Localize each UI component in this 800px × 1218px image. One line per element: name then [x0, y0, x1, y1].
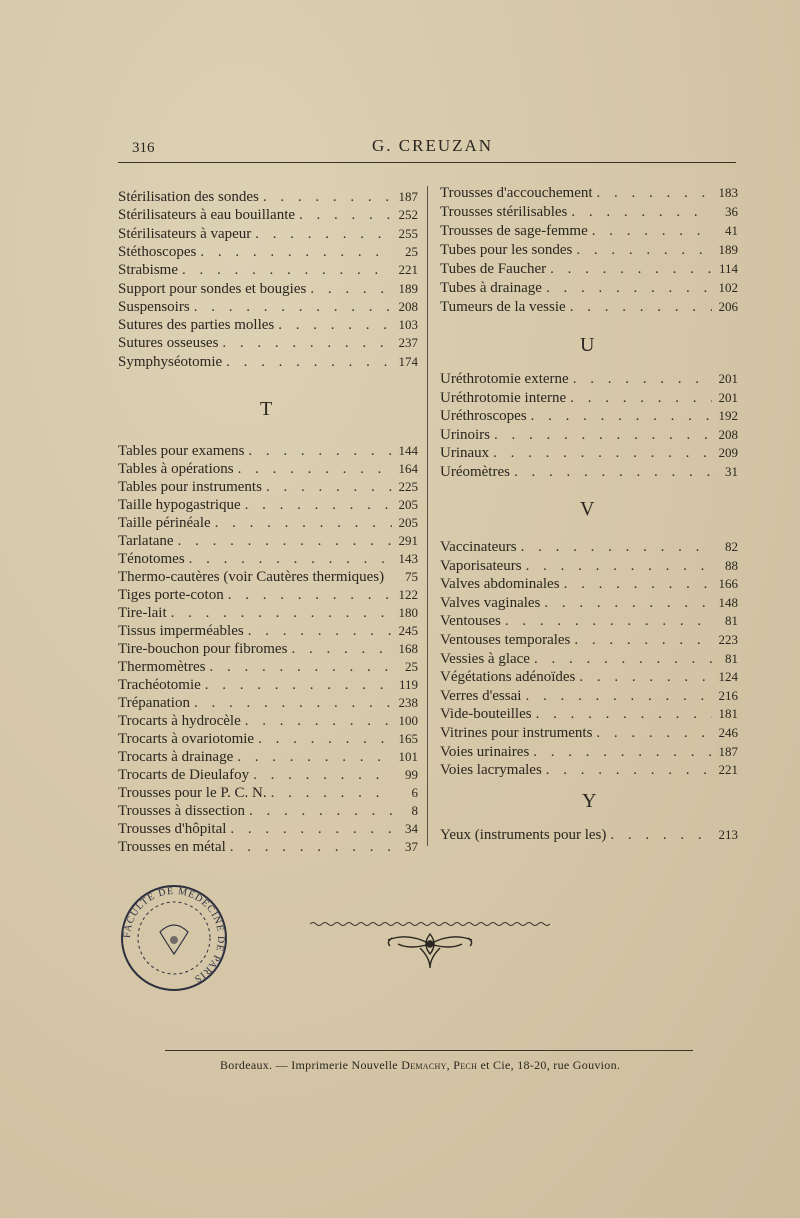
entry-page-number: 99 [405, 767, 418, 782]
running-title: G. CREUZAN [372, 136, 494, 155]
entry-label: Végétations adénoïdes [440, 669, 576, 686]
leader-dots [505, 612, 712, 630]
leader-dots [493, 444, 712, 462]
entry-page-number: 114 [718, 261, 738, 276]
entry-page-number: 31 [725, 463, 738, 479]
leader-dots [610, 826, 712, 844]
leader-dots [228, 586, 392, 604]
entry-page-number: 36 [725, 204, 738, 219]
index-entry [440, 463, 738, 481]
index-entry [118, 784, 418, 802]
left-column [118, 0, 418, 1218]
index-entry [118, 261, 418, 279]
entry-label: Tubes pour les sondes [440, 242, 573, 258]
entry-label: Vaporisateurs [440, 557, 522, 574]
index-entry [440, 594, 738, 612]
index-entry [440, 743, 738, 761]
imprint-names: Demachy, Pech [401, 1058, 478, 1072]
page-number: 316 [132, 140, 155, 156]
index-entry [118, 838, 418, 856]
leader-dots [597, 184, 712, 202]
entry-page-number: 81 [725, 650, 738, 666]
entry-label: Vide-bouteilles [440, 706, 532, 723]
index-entry [440, 389, 738, 407]
entry-label: Verres d'essai [440, 687, 522, 704]
entry-label: Trocarts à hydrocèle [118, 713, 241, 729]
entry-page-number: 189 [398, 280, 418, 296]
entry-page-number: 201 [718, 371, 738, 386]
leader-dots [205, 676, 392, 694]
entry-label: Valves abdominales [440, 576, 560, 593]
entry-label: Strabisme [118, 262, 178, 279]
entry-label: Ventouses [440, 613, 501, 630]
index-entry [440, 631, 738, 649]
entry-label: Uréthroscopes [440, 408, 527, 424]
index-entry [440, 761, 738, 779]
leader-dots [248, 442, 392, 460]
entry-page-number: 208 [398, 298, 418, 314]
leader-dots [573, 370, 712, 388]
index-entry [118, 730, 418, 748]
leader-dots [310, 280, 392, 298]
entry-label: Taille périnéale [118, 515, 211, 531]
entry-page-number: 103 [398, 317, 418, 333]
leader-dots [189, 550, 392, 568]
leader-dots [230, 838, 392, 856]
section-letter-v: V [580, 498, 595, 520]
index-entry [440, 203, 738, 221]
entry-label: Trousses en métal [118, 839, 226, 855]
leader-dots [536, 705, 712, 723]
entry-page-number: 221 [718, 762, 738, 778]
entry-page-number: 223 [718, 632, 738, 647]
entry-page-number: 238 [398, 695, 418, 710]
leader-dots [248, 622, 392, 640]
leader-dots [579, 668, 712, 686]
index-entry [118, 532, 418, 550]
entry-page-number: 174 [398, 353, 418, 369]
entry-label: Thermo-cautères (voir Cautères thermiques) [118, 569, 385, 585]
entry-label: Tumeurs de la vessie [440, 299, 566, 315]
leader-dots [564, 575, 712, 593]
entry-page-number: 100 [398, 713, 418, 728]
entry-label: Trépanation [118, 695, 190, 711]
entry-label: Taille hypogastrique [118, 497, 241, 513]
entry-page-number: 208 [718, 426, 738, 442]
entry-label: Stéthoscopes [118, 243, 197, 260]
leader-dots [550, 260, 712, 278]
entry-page-number: 6 [411, 785, 418, 800]
entry-page-number: 245 [398, 623, 418, 638]
entry-page-number: 225 [398, 479, 418, 494]
entry-label: Trousses à dissection [118, 803, 245, 819]
entry-label: Vaccinateurs [440, 539, 517, 555]
right-column [440, 0, 738, 1218]
entry-label: Uréthrotomie externe [440, 371, 569, 387]
index-entry [440, 612, 738, 630]
entry-page-number: 122 [398, 587, 418, 602]
entry-page-number: 88 [725, 557, 738, 573]
entry-label: Uréthrotomie interne [440, 389, 567, 406]
entry-page-number: 34 [405, 821, 418, 836]
index-entry [118, 334, 418, 352]
entry-label: Tubes de Faucher [440, 261, 547, 277]
index-entry [440, 222, 738, 240]
entry-page-number: 166 [718, 576, 738, 592]
leader-dots [571, 203, 712, 221]
entry-page-number: 124 [718, 669, 738, 685]
fleuron-ornament-icon [310, 918, 550, 972]
entry-page-number: 180 [398, 605, 418, 620]
index-entry [118, 225, 418, 243]
index-entry [440, 687, 738, 705]
entry-page-number: 205 [398, 515, 418, 530]
entry-label: Voies lacrymales [440, 762, 542, 779]
entry-page-number: 221 [398, 262, 418, 278]
entry-label: Vessies à glace [440, 650, 530, 667]
leader-dots [525, 687, 712, 705]
leader-dots [596, 724, 712, 742]
entry-page-number: 216 [718, 687, 738, 703]
leader-dots [209, 658, 392, 676]
index-entry [440, 538, 738, 556]
column-divider [427, 186, 428, 846]
entry-page-number: 81 [725, 613, 738, 629]
leader-dots [258, 730, 392, 748]
index-entry [118, 442, 418, 460]
leader-dots [533, 743, 712, 761]
leader-dots [570, 389, 712, 407]
imprint-suffix: et Cie, 18-20, rue Gouvion. [480, 1058, 621, 1072]
leader-dots [194, 694, 392, 712]
leader-dots [592, 222, 712, 240]
entry-page-number: 237 [398, 335, 418, 351]
index-entry [440, 260, 738, 278]
section-letter-t: T [260, 398, 273, 420]
imprint-prefix: Bordeaux. — Imprimerie Nouvelle [220, 1058, 398, 1072]
entry-page-number: 192 [718, 408, 738, 423]
entry-page-number: 75 [405, 569, 418, 584]
index-entry [118, 243, 418, 261]
entry-label: Tire-lait [118, 605, 167, 621]
leader-dots [263, 188, 392, 206]
entry-label: Trocarts de Dieulafoy [118, 767, 250, 783]
entry-page-number: 168 [398, 641, 418, 656]
leader-dots [278, 316, 392, 334]
index-entry [440, 298, 738, 316]
index-entry [118, 694, 418, 712]
index-entry [118, 820, 418, 838]
leader-dots [526, 557, 712, 575]
index-entry [118, 206, 418, 224]
index-entry [440, 370, 738, 388]
index-entry [118, 622, 418, 640]
index-entry [440, 426, 738, 444]
index-entry [118, 802, 418, 820]
index-entry [118, 676, 418, 694]
index-entry [118, 478, 418, 496]
entry-label: Stérilisateurs à vapeur [118, 225, 252, 242]
index-entry [118, 298, 418, 316]
index-entry [118, 568, 418, 586]
index-entry [118, 316, 418, 334]
footer-rule [165, 1050, 693, 1051]
entry-label: Tables pour instruments [118, 479, 262, 495]
section-letter-u: U [580, 334, 595, 356]
entry-page-number: 291 [398, 533, 418, 548]
leader-dots [249, 802, 392, 820]
leader-dots [494, 426, 712, 444]
entry-label: Voies urinaires [440, 743, 530, 760]
entry-page-number: 164 [398, 461, 418, 476]
entry-label: Urinaux [440, 445, 490, 461]
entry-page-number: 25 [405, 243, 418, 259]
entry-page-number: 183 [718, 185, 738, 200]
imprint-line [220, 1058, 620, 1073]
index-entry [440, 407, 738, 425]
index-entry [118, 586, 418, 604]
index-entry [440, 241, 738, 259]
index-entry [440, 279, 738, 297]
stamp-text: FACULTÉ DE MÉDECINE DE PARIS [121, 885, 227, 985]
index-entry [118, 748, 418, 766]
leader-dots [514, 463, 712, 481]
leader-dots [534, 650, 712, 668]
entry-page-number: 102 [718, 280, 738, 295]
entry-label: Sutures osseuses [118, 335, 219, 352]
entry-label: Trousses d'accouchement [440, 185, 593, 201]
entry-page-number: 201 [718, 389, 738, 405]
index-entry [118, 460, 418, 478]
leader-dots [237, 748, 392, 766]
leader-dots [245, 496, 392, 514]
entry-page-number: 165 [398, 731, 418, 746]
index-entry [440, 724, 738, 742]
entry-page-number: 119 [398, 677, 418, 692]
entry-page-number: 181 [718, 706, 738, 722]
entry-label: Tables pour examens [118, 443, 245, 459]
entry-page-number: 252 [398, 207, 418, 223]
index-entry [118, 604, 418, 622]
leader-dots [215, 514, 392, 532]
entry-page-number: 101 [398, 749, 418, 764]
index-entry [440, 668, 738, 686]
index-entry [440, 557, 738, 575]
leader-dots [531, 407, 712, 425]
entry-label: Stérilisateurs à eau bouillante [118, 207, 296, 224]
entry-label: Ventouses temporales [440, 632, 571, 648]
entry-label: Tubes à drainage [440, 280, 542, 296]
entry-page-number: 25 [405, 659, 418, 674]
entry-label: Tarlatane [118, 533, 174, 549]
entry-label: Trocarts à drainage [118, 749, 234, 765]
leader-dots [253, 766, 392, 784]
entry-page-number: 206 [718, 299, 738, 314]
entry-page-number: 143 [398, 551, 418, 566]
index-entry [118, 640, 418, 658]
entry-page-number: 148 [718, 594, 738, 610]
leader-dots [521, 538, 712, 556]
index-entry [118, 514, 418, 532]
entry-label: Tiges porte-coton [118, 587, 224, 603]
index-entry [440, 705, 738, 723]
leader-dots [271, 784, 392, 802]
leader-dots [238, 460, 392, 478]
entry-label: Sutures des parties molles [118, 317, 275, 334]
entry-page-number: 187 [718, 743, 738, 759]
entry-label: Stérilisation des sondes [118, 189, 259, 205]
leader-dots [230, 820, 392, 838]
entry-label: Tables à opérations [118, 461, 234, 477]
entry-label: Tire-bouchon pour fibromes [118, 641, 288, 657]
index-entry [118, 188, 418, 206]
entry-label: Uréomètres [440, 463, 510, 480]
entry-page-number: 41 [725, 223, 738, 238]
leader-dots [182, 261, 392, 279]
leader-dots [226, 353, 392, 371]
leader-dots [194, 298, 392, 316]
leader-dots [266, 478, 392, 496]
entry-page-number: 8 [411, 803, 418, 818]
entry-label: Valves vaginales [440, 594, 541, 611]
entry-label: Ténotomes [118, 551, 185, 567]
entry-page-number: 82 [725, 539, 738, 554]
leader-dots [291, 640, 392, 658]
index-entry [118, 658, 418, 676]
entry-label: Trocarts à ovariotomie [118, 731, 255, 747]
entry-label: Yeux (instruments pour les) [440, 827, 607, 843]
leader-dots [245, 712, 392, 730]
leader-dots [222, 334, 392, 352]
index-entry [118, 280, 418, 298]
entry-page-number: 209 [718, 445, 738, 460]
leader-dots [546, 761, 712, 779]
leader-dots [570, 298, 712, 316]
entry-page-number: 187 [398, 189, 418, 204]
entry-label: Trousses de sage-femme [440, 223, 588, 239]
leader-dots [255, 225, 392, 243]
index-entry [440, 826, 738, 844]
entry-page-number: 205 [398, 497, 418, 512]
leader-dots [200, 243, 392, 261]
leader-dots [178, 532, 392, 550]
index-entry [118, 550, 418, 568]
index-entry [118, 766, 418, 784]
index-entry [118, 353, 418, 371]
entry-page-number: 189 [718, 242, 738, 257]
entry-label: Tissus imperméables [118, 623, 244, 639]
index-entry [440, 575, 738, 593]
entry-label: Vitrines pour instruments [440, 725, 593, 741]
index-entry [440, 444, 738, 462]
entry-label: Thermomètres [118, 659, 206, 675]
leader-dots [574, 631, 712, 649]
entry-label: Urinoirs [440, 426, 490, 443]
leader-dots [576, 241, 712, 259]
index-entry [118, 496, 418, 514]
leader-dots [299, 206, 392, 224]
entry-page-number: 246 [718, 725, 738, 740]
leader-dots [544, 594, 712, 612]
library-stamp-icon [118, 882, 230, 994]
index-entry [440, 650, 738, 668]
entry-page-number: 144 [398, 443, 418, 458]
entry-page-number: 255 [398, 225, 418, 241]
entry-label: Suspensoirs [118, 298, 190, 315]
leader-dots [171, 604, 392, 622]
index-entry [440, 184, 738, 202]
entry-label: Trousses d'hôpital [118, 821, 227, 837]
entry-label: Trousses stérilisables [440, 204, 568, 220]
entry-label: Support pour sondes et bougies [118, 280, 307, 297]
entry-page-number: 37 [405, 839, 418, 854]
index-entry [118, 712, 418, 730]
entry-label: Trousses pour le P. C. N. [118, 785, 267, 801]
section-letter-y: Y [582, 790, 597, 812]
entry-page-number: 213 [718, 827, 738, 842]
entry-label: Trachéotomie [118, 677, 201, 693]
leader-dots [546, 279, 712, 297]
entry-label: Symphyséotomie [118, 353, 223, 370]
